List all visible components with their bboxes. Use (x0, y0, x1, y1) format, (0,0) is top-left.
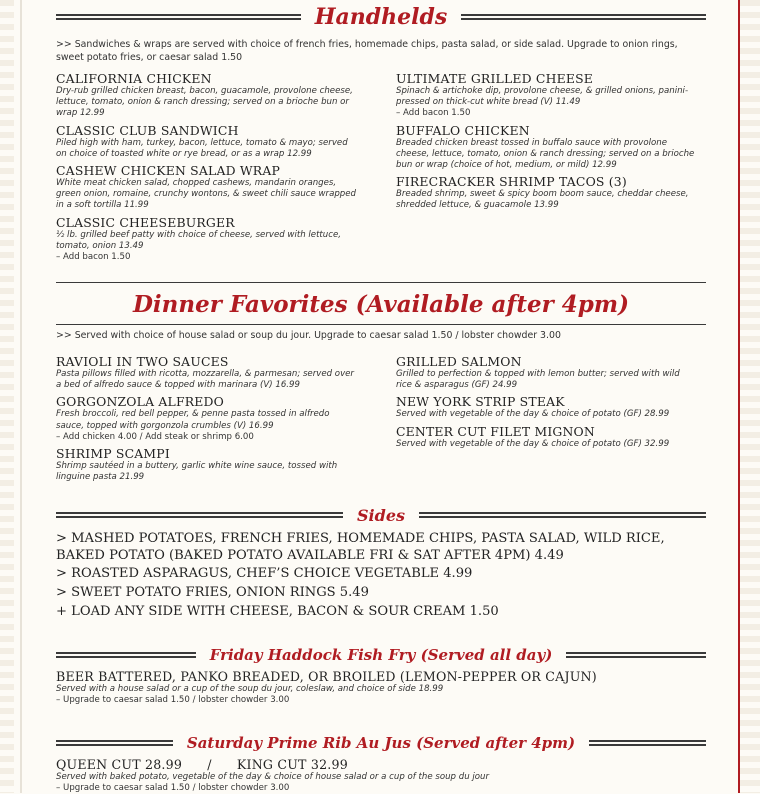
item-name: CALIFORNIA CHICKEN (56, 71, 212, 86)
fishfry-title: Friday Haddock Fish Fry (Served all day) (209, 646, 553, 664)
item-description: Shrimp sautéed in a buttery, garlic white wine sauce, tossed with linguine pasta 21.99 (56, 461, 338, 483)
menu-item (56, 355, 356, 391)
menu-item (56, 72, 356, 120)
item-name: QUEEN CUT 28.99 / KING CUT 32.99 (56, 757, 348, 772)
sides-title: Sides (357, 505, 406, 525)
item-name: RAVIOLI IN TWO SAUCES (56, 354, 229, 369)
header-rule (419, 512, 706, 518)
handhelds-right-column (396, 72, 696, 216)
item-description: Breaded chicken breast tossed in buffalo sauce with provolone cheese, lettuce, tomato, onion & ranch dressing; served on a brioche bun or wrap (choice of hot, medium, or mild) 12.99 (396, 137, 695, 171)
menu-item (396, 355, 696, 391)
item-description: Spinach & artichoke dip, provolone cheese, & grilled onions, panini-pressed on thick-cut white bread (V) 11.49 (396, 86, 689, 108)
menu-item (396, 175, 696, 211)
header-rule (56, 512, 343, 518)
item-name: CLASSIC CLUB SANDWICH (56, 122, 239, 138)
dinner-title: Dinner Favorites (Available after 4pm) (132, 290, 630, 318)
sides-line: + LOAD ANY SIDE WITH CHEESE, BACON & SOUR CREAM 1.50 (56, 604, 499, 619)
menu-item (56, 216, 356, 264)
primerib-title: Saturday Prime Rib Au Jus (Served after 4pm) (186, 734, 576, 752)
item-description: White meat chicken salad, chopped cashews, mandarin oranges, green onion, romaine, crunchy wontons, & sweet chili sauce wrapped in a soft tortilla 11.99 (56, 178, 356, 211)
menu-item (396, 124, 696, 172)
fishfry-header (56, 644, 706, 666)
menu-item (56, 124, 356, 160)
dinner-note: >> Served with choice of house salad or soup du jour. Upgrade to caesar salad 1.50 / lobster chowder 3.00 (56, 330, 561, 341)
header-rule (56, 14, 301, 20)
item-description: Served with vegetable of the day & choice of potato (GF) 32.99 (396, 438, 670, 449)
item-description: Served with a house salad or a cup of the soup du jour, coleslaw, and choice of side 18.99 (56, 684, 444, 694)
menu-item (56, 164, 356, 212)
item-addon: – Upgrade to caesar salad 1.50 / lobster chowder 3.00 (56, 783, 290, 794)
sides-header (56, 504, 706, 526)
item-description: Served with baked potato, vegetable of the day & choice of house salad or a cup of the soup du jour (56, 772, 490, 782)
sides-line: > MASHED POTATOES, FRENCH FRIES, HOMEMADE CHIPS, PASTA SALAD, WILD RICE, BAKED POTATO (BAKED POTATO AVAILABLE FRI & SAT AFTER 4PM) 4.49 (56, 531, 665, 563)
item-name: GORGONZOLA ALFREDO (56, 394, 225, 410)
item-description: Served with vegetable of the day & choice of potato (GF) 28.99 (396, 409, 670, 420)
section-divider (56, 324, 706, 325)
dinner-header (56, 284, 706, 324)
item-addon: – Add bacon 1.50 (56, 252, 131, 263)
item-addon: – Upgrade to caesar salad 1.50 / lobster chowder 3.00 (56, 695, 290, 706)
right-border-line (738, 0, 740, 793)
item-name: BEER BATTERED, PANKO BREADED, OR BROILED (LEMON-PEPPER OR CAJUN) (56, 669, 597, 684)
item-name: GRILLED SALMON (396, 354, 522, 369)
handhelds-note: >> Sandwiches & wraps are served with choice of french fries, homemade chips, pasta salad, or side salad. Upgrade to onion rings, sweet potato fries, or caesar salad 1.50 (56, 39, 678, 63)
menu-item (396, 425, 696, 450)
sides-line: > ROASTED ASPARAGUS, CHEF’S CHOICE VEGETABLE 4.99 (56, 566, 473, 581)
header-rule (461, 14, 706, 20)
handhelds-left-column (56, 72, 356, 267)
left-border-line (20, 0, 22, 793)
item-addon: – Add bacon 1.50 (396, 108, 471, 119)
item-description: Fresh broccoli, red bell pepper, & penne pasta tossed in alfredo sauce, topped with gorgonzola crumbles (V) 16.99 (56, 409, 330, 431)
item-description: Dry-rub grilled chicken breast, bacon, guacamole, provolone cheese, lettuce, tomato, onion & ranch dressing; served on a brioche bun or wrap 12.99 (56, 86, 353, 119)
header-rule (589, 740, 706, 746)
item-description: ½ lb. grilled beef patty with choice of cheese, served with lettuce, tomato, onion 13.49 (56, 229, 341, 251)
dinner-left-column (56, 355, 356, 487)
primerib-item (56, 758, 706, 794)
section-divider (56, 282, 706, 283)
item-name: SHRIMP SCAMPI (56, 446, 170, 462)
item-description: Breaded shrimp, sweet & spicy boom boom sauce, cheddar cheese, shredded lettuce, & guacamole 13.99 (396, 189, 689, 211)
item-name: BUFFALO CHICKEN (396, 122, 530, 138)
handhelds-title: Handhelds (314, 4, 448, 30)
sides-line: > SWEET POTATO FRIES, ONION RINGS 5.49 (56, 585, 369, 600)
menu-item (56, 395, 356, 443)
item-name: FIRECRACKER SHRIMP TACOS (3) (396, 174, 627, 190)
item-name: ULTIMATE GRILLED CHEESE (396, 71, 594, 86)
header-rule (566, 652, 706, 658)
item-addon: – Add chicken 4.00 / Add steak or shrimp 6.00 (56, 431, 254, 442)
dinner-right-column (396, 355, 696, 454)
menu-item (396, 395, 696, 420)
item-name: NEW YORK STRIP STEAK (396, 394, 565, 410)
item-name: CENTER CUT FILET MIGNON (396, 423, 595, 439)
fishfry-item (56, 670, 706, 706)
item-description: Grilled to perfection & topped with lemon butter; served with wild rice & asparagus (GF) 24.99 (396, 369, 680, 391)
item-description: Piled high with ham, turkey, bacon, lettuce, tomato & mayo; served on choice of toasted white or rye bread, or as a wrap 12.99 (56, 137, 348, 159)
right-border-pattern (738, 0, 760, 793)
handhelds-header (56, 2, 706, 32)
item-description: Pasta pillows filled with ricotta, mozzarella, & parmesan; served over a bed of alfredo sauce & topped with marinara (V) 16.99 (56, 369, 354, 391)
menu-item (396, 72, 696, 120)
header-rule (56, 740, 173, 746)
item-name: CLASSIC CHEESEBURGER (56, 214, 235, 230)
menu-item (56, 447, 356, 483)
left-border-pattern (0, 0, 14, 793)
primerib-header (56, 732, 706, 754)
header-rule (56, 652, 196, 658)
item-name: CASHEW CHICKEN SALAD WRAP (56, 163, 281, 179)
